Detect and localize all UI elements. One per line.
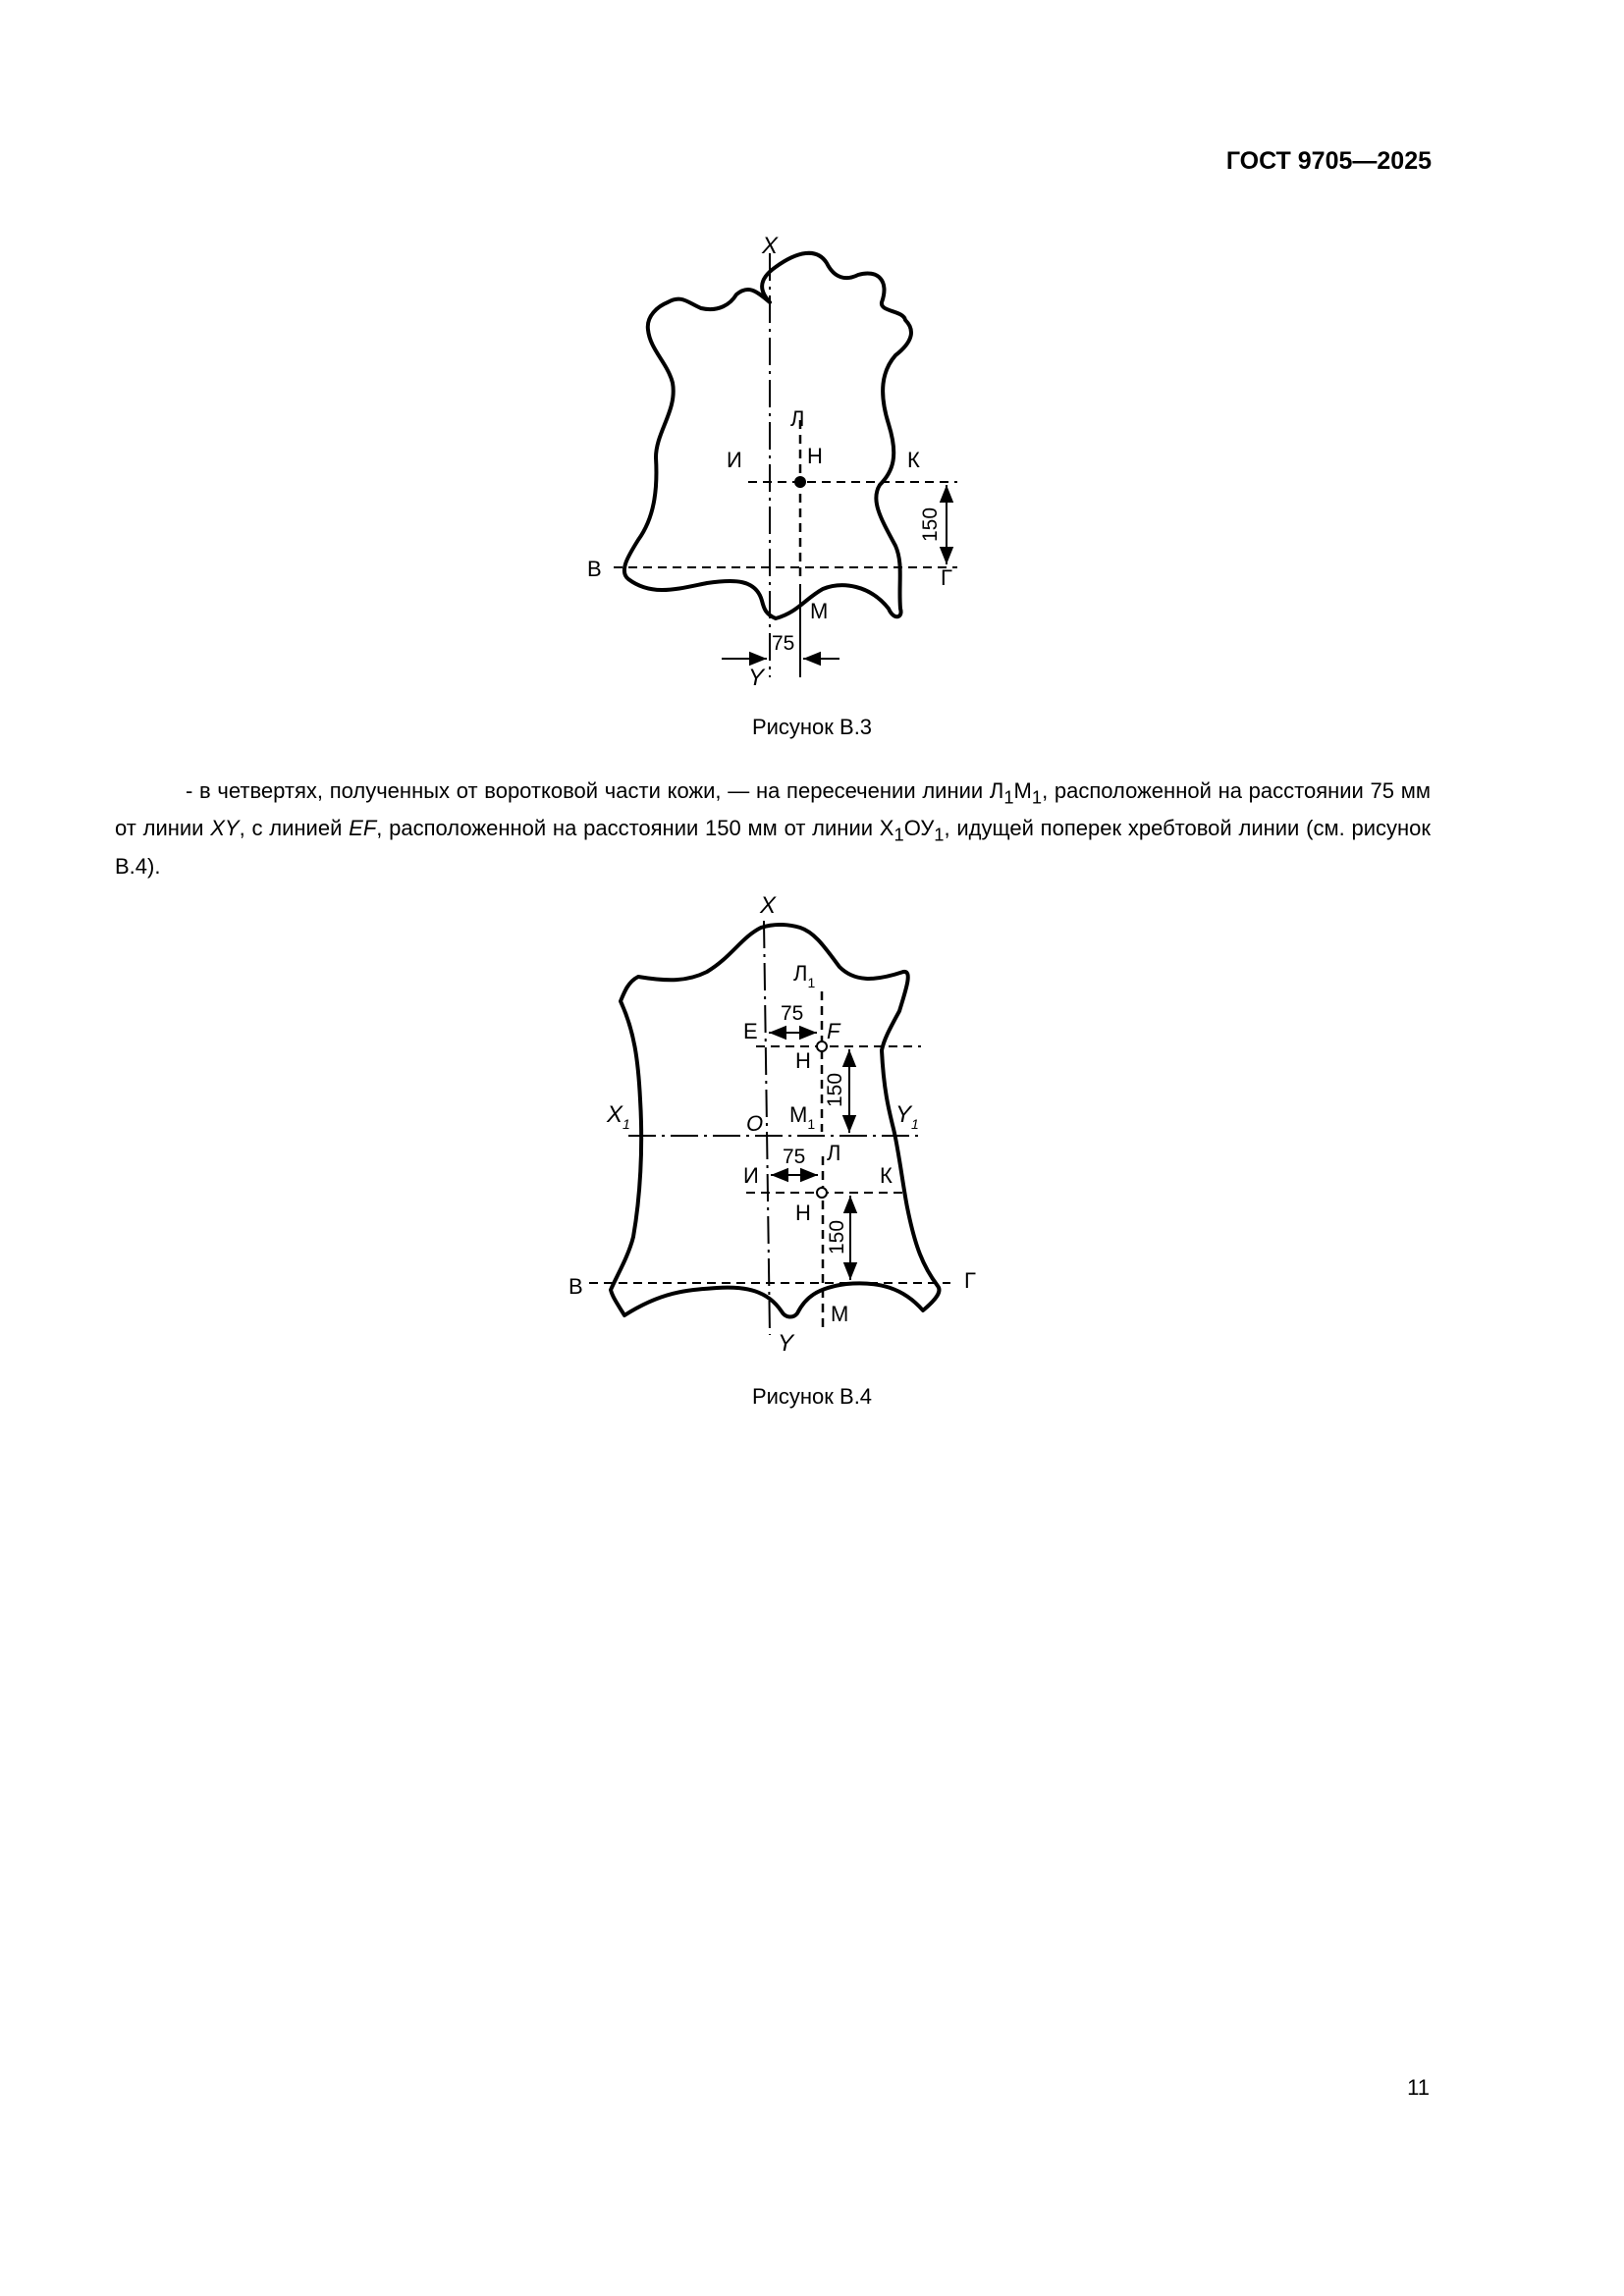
label-y1: $Y_1$	[895, 1101, 919, 1132]
label-o: O	[746, 1111, 764, 1136]
dim-75: 75	[772, 632, 795, 655]
figure-b4-caption: Рисунок В.4	[751, 1384, 873, 1409]
dim-150-top: 150	[824, 1072, 846, 1107]
label-v: В	[568, 1274, 583, 1299]
dim-75-bot: 75	[783, 1146, 806, 1168]
figure-b3-diagram	[0, 216, 1624, 697]
figure-b3-caption: Рисунок В.3	[751, 715, 873, 739]
label-h-top: Н	[795, 1048, 811, 1073]
body-paragraph: - в четвертях, полученных от воротковой части кожи, — на пересечении линии $Л_1М_1$, расположенной на расстоянии 75 мм от линии XY, с линией EF, расположенной на расстоянии 150 мм от линии $Х_1ОУ_1$, идущей поперек хребтовой линии (см. рисунок В.4).	[115, 778, 1431, 879]
hide-outline	[624, 253, 911, 618]
label-n: Н	[807, 444, 823, 468]
label-f: F	[827, 1019, 840, 1043]
label-k: К	[907, 448, 920, 472]
hide-outline-quarter	[611, 925, 940, 1317]
label-g: Г	[941, 565, 952, 590]
sampling-point-top	[817, 1041, 827, 1051]
label-i: И	[727, 448, 742, 472]
figure-b4-diagram	[0, 883, 1624, 1364]
label-x1: $X_1$	[607, 1101, 630, 1132]
xy-axis	[764, 921, 770, 1335]
label-l: Л	[827, 1141, 841, 1165]
label-e: E	[743, 1019, 758, 1043]
label-i: И	[743, 1163, 759, 1188]
label-h-bot: Н	[795, 1201, 811, 1225]
page-number: 11	[1407, 2075, 1430, 2100]
label-v: В	[587, 557, 602, 581]
label-l: Л	[790, 406, 805, 431]
label-m: М	[810, 599, 829, 623]
label-k: К	[880, 1163, 893, 1188]
label-y: Y	[778, 1330, 794, 1357]
label-m: М	[831, 1302, 849, 1326]
dim-150-bot: 150	[826, 1219, 848, 1255]
dim-150: 150	[919, 507, 942, 542]
dim-75-top: 75	[781, 1002, 804, 1025]
sampling-point-bottom	[817, 1188, 827, 1198]
label-x: X	[762, 233, 779, 259]
sampling-point	[794, 476, 806, 488]
label-x: X	[760, 892, 777, 919]
label-g: Г	[964, 1268, 976, 1293]
label-m1: $М_1$	[789, 1102, 816, 1132]
label-l1: $Л_1$	[793, 961, 816, 990]
document-code: ГОСТ 9705—2025	[1225, 147, 1432, 175]
label-y: Y	[748, 665, 765, 691]
